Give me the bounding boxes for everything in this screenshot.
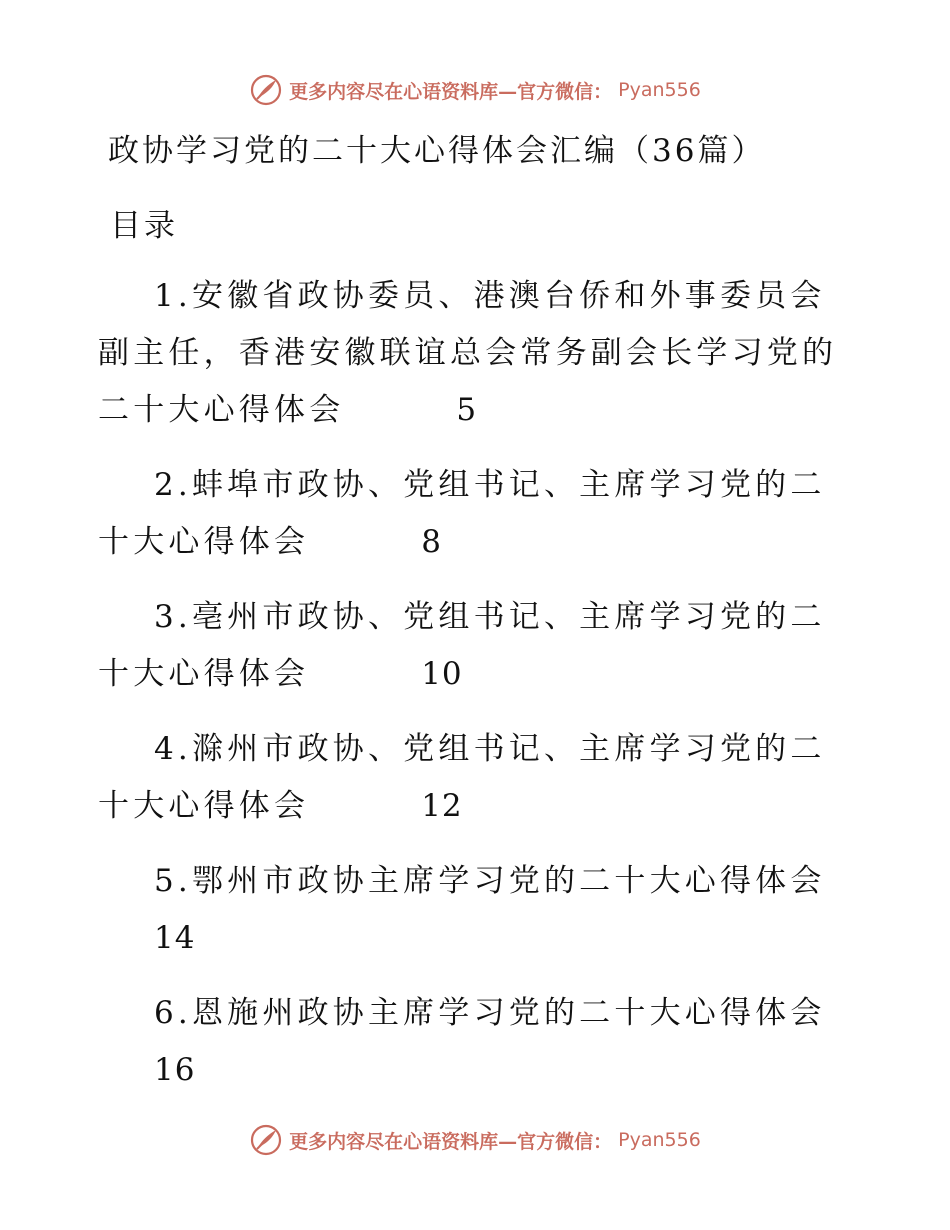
toc-item-title: 滁州市政协、党组书记、主席学习党的二十大心得体会: [98, 731, 826, 824]
quill-logo-icon: [249, 73, 283, 107]
banner-text: 更多内容尽在心语资料库—官方微信：: [289, 1130, 613, 1153]
document-title: 政协学习党的二十大心得体会汇编（36篇）: [108, 133, 766, 169]
toc-item-number: 5.: [154, 863, 192, 899]
toc-item-number: 3.: [154, 599, 192, 635]
toc-item-title: 恩施州政协主席学习党的二十大心得体会: [191, 995, 826, 1031]
toc-item-page: 5: [456, 392, 478, 428]
banner-contact: Pyan556: [618, 1129, 701, 1151]
toc-heading: 目录: [110, 208, 178, 244]
toc-item-page: 16: [154, 1052, 196, 1088]
toc-item: [98, 721, 858, 835]
banner-text: 更多内容尽在心语资料库—官方微信：: [289, 80, 613, 103]
banner-contact: Pyan556: [618, 79, 701, 101]
toc-item: [98, 268, 858, 439]
toc-item-number: 2.: [154, 467, 192, 503]
quill-logo-icon: [249, 1123, 283, 1157]
toc-item-title: 安徽省政协委员、港澳台侨和外事委员会副主任，香港安徽联谊总会常务副会长学习党的二十大心得体会: [98, 278, 838, 428]
toc-item-number: 6.: [154, 995, 192, 1031]
toc-item: [98, 853, 858, 967]
toc-item-title: 蚌埠市政协、党组书记、主席学习党的二十大心得体会: [98, 467, 826, 560]
toc-item-page: 12: [421, 788, 463, 824]
toc-item-page: 14: [154, 920, 196, 956]
footer-watermark-banner: [0, 1120, 950, 1160]
toc-item: [98, 589, 858, 703]
toc-item-title: 鄂州市政协主席学习党的二十大心得体会: [191, 863, 826, 899]
toc-item-page: 8: [421, 524, 442, 560]
toc-item: [98, 985, 858, 1099]
table-of-contents: [98, 268, 858, 1117]
toc-item: [98, 457, 858, 571]
toc-item-number: 4.: [154, 731, 192, 767]
toc-item-number: 1.: [154, 278, 192, 314]
toc-item-title: 亳州市政协、党组书记、主席学习党的二十大心得体会: [98, 599, 826, 692]
toc-item-page: 10: [421, 656, 463, 692]
header-watermark-banner: [0, 70, 950, 110]
